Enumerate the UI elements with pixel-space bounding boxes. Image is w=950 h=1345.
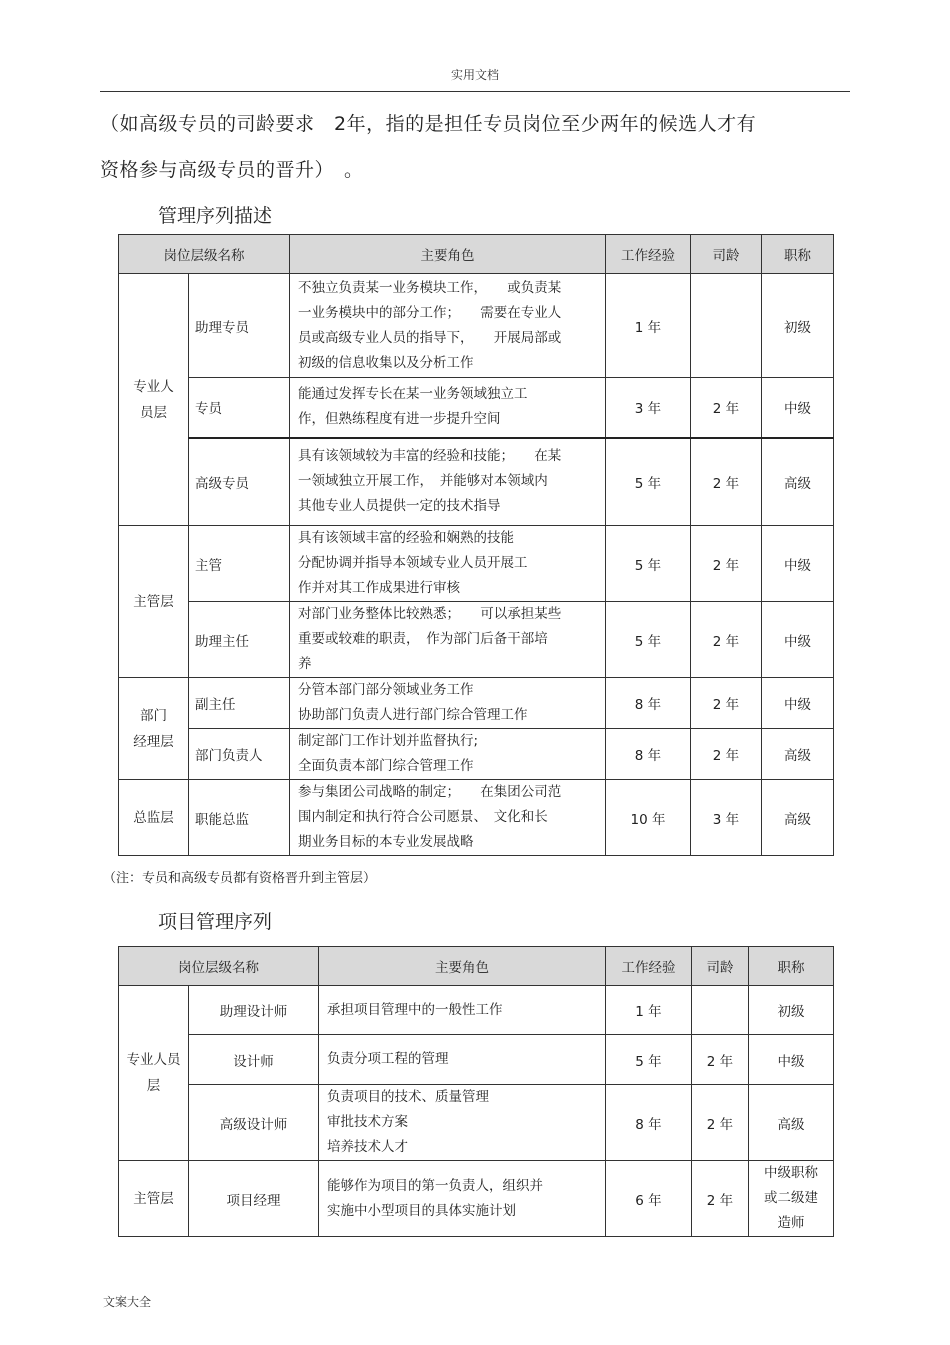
tenure-cell: 2 年 [691,526,762,602]
experience-cell: 5 年 [606,526,691,602]
title-cell [749,1085,834,1161]
role-line: 全面负责本部门综合管理工作 [298,758,474,774]
role-line: 能通过发挥专长在某一业务领域独立工 [298,386,528,403]
experience-cell: 8 年 [606,729,691,780]
role-cell [290,678,606,729]
group-name-line: 层 [146,1078,161,1094]
group-cell [119,274,189,526]
role-line: 围内制定和执行符合公司愿景、 文化和长 [298,809,548,825]
role-line: 养 [298,656,312,672]
page-header: 实用文档 [450,68,499,82]
role-cell [319,986,606,1035]
group-name-line: 主管层 [133,593,174,610]
group-cell [119,780,189,856]
table-row [119,1085,834,1161]
position-cell: 专员 [189,378,290,438]
tenure-cell: 2 年 [691,729,762,780]
title-cell: 中级 [762,678,834,729]
table-row [119,602,834,678]
experience-cell: 1 年 [606,986,692,1035]
title-cell: 中级 [762,378,834,438]
experience-cell: 6 年 [606,1161,692,1237]
position-cell: 设计师 [189,1035,319,1085]
role-cell [290,274,606,378]
role-line: 初级的信息收集以及分析工作 [298,354,474,371]
header-experience: 工作经验 [606,235,691,274]
tenure-cell [691,274,762,378]
group-cell [119,986,189,1161]
management-sequence-table [118,234,834,856]
title-line: 中级 [777,1053,805,1070]
group-name-line: 主管层 [133,1190,174,1207]
tenure-cell: 2 年 [691,678,762,729]
experience-cell: 1 年 [606,274,691,378]
group-cell [119,678,189,780]
role-cell [319,1085,606,1161]
intro-line-1: （如高级专员的司龄要求 2年，指的是担任专员岗位至少两年的候选人才有 [100,113,757,135]
table-row [119,729,834,780]
title-cell: 高级 [762,438,834,526]
experience-cell: 10 年 [606,780,691,856]
header-title: 职称 [749,947,834,986]
role-line: 培养技术人才 [327,1139,408,1155]
table-row [119,526,834,602]
role-line: 作并对其工作成果进行审核 [298,580,460,596]
position-cell: 助理设计师 [189,986,319,1035]
role-line: 其他专业人员提供一定的技术指导 [298,498,501,515]
role-line: 具有该领域较为丰富的经验和技能； 在某 [298,448,562,465]
tenure-cell: 2 年 [691,378,762,438]
position-cell: 职能总监 [189,780,290,856]
header-tenure: 司龄 [691,235,762,274]
role-line: 员或高级专业人员的指导下， 开展局部或 [298,329,562,346]
table-header-row [119,947,834,986]
role-line: 不独立负责某一业务模块工作， 或负责某 [298,279,562,296]
tenure-cell: 2 年 [691,438,762,526]
tenure-cell: 3 年 [691,780,762,856]
role-line: 作，但熟练程度有进一步提升空间 [298,411,501,428]
group-cell [119,1161,189,1237]
group-name-line: 专业人 [133,378,174,395]
intro-line-2: 资格参与高级专员的晋升） 。 [100,159,364,181]
header-experience: 工作经验 [606,947,692,986]
role-line: 具有该领域丰富的经验和娴熟的技能 [298,530,514,546]
role-line: 重要或较难的职责， 作为部门后备干部培 [298,631,548,647]
title-cell [749,986,834,1035]
title-line: 初级 [777,1004,805,1020]
title-line: 造师 [777,1215,805,1231]
tenure-cell: 2 年 [691,602,762,678]
header-title: 职称 [762,235,834,274]
role-cell [290,438,606,526]
role-line: 协助部门负责人进行部门综合管理工作 [298,707,528,723]
position-cell: 副主任 [189,678,290,729]
role-cell [290,602,606,678]
role-line: 负责项目的技术、质量管理 [327,1089,489,1105]
project-management-sequence-table [118,946,834,1237]
table-row [119,1161,834,1237]
group-name-line: 专业人员 [126,1052,181,1068]
role-line: 对部门业务整体比较熟悉； 可以承担某些 [298,606,562,622]
title-line: 高级 [777,1116,805,1133]
table-header-row [119,235,834,274]
table-row [119,274,834,378]
table2-title: 项目管理序列 [158,911,273,933]
experience-cell: 5 年 [606,1035,692,1085]
role-line: 一领域独立开展工作， 并能够对本领域内 [298,473,548,490]
experience-cell: 5 年 [606,602,691,678]
role-line: 参与集团公司战略的制定； 在集团公司范 [298,784,562,800]
experience-cell: 3 年 [606,378,691,438]
role-line: 分配协调并指导本领域专业人员开展工 [298,555,528,571]
role-cell [319,1035,606,1085]
title-line: 或二级建 [764,1190,818,1206]
tenure-cell: 2 年 [692,1161,749,1237]
role-cell [319,1161,606,1237]
table-row [119,438,834,526]
role-line: 能够作为项目的第一负责人，组织并 [327,1177,543,1194]
header-role: 主要角色 [290,235,606,274]
position-cell: 助理专员 [189,274,290,378]
header-tenure: 司龄 [692,947,749,986]
position-cell: 高级设计师 [189,1085,319,1161]
position-cell: 主管 [189,526,290,602]
header-divider [100,91,850,92]
group-cell [119,526,189,678]
page-footer: 文案大全 [103,1295,152,1309]
role-cell [290,780,606,856]
tenure-cell [692,986,749,1035]
title-cell: 高级 [762,729,834,780]
role-cell [290,526,606,602]
title-cell [749,1035,834,1085]
title-cell: 中级 [762,602,834,678]
title-line: 中级职称 [764,1165,818,1181]
group-name-line: 员层 [140,404,167,421]
role-cell [290,729,606,780]
tenure-cell: 2 年 [692,1035,749,1085]
experience-cell: 8 年 [606,1085,692,1161]
group-name-line: 经理层 [133,733,174,750]
header-level: 岗位层级名称 [119,947,319,986]
experience-cell: 5 年 [606,438,691,526]
role-line: 负责分项工程的管理 [327,1051,449,1067]
group-name-line: 总监层 [133,809,174,826]
table-row [119,678,834,729]
role-cell [290,378,606,438]
header-role: 主要角色 [319,947,606,986]
table1-note: （注：专员和高级专员都有资格晋升到主管层） [103,871,377,886]
title-cell: 高级 [762,780,834,856]
role-line: 分管本部门部分领域业务工作 [298,682,474,698]
table-row [119,986,834,1035]
header-level: 岗位层级名称 [119,235,290,274]
position-cell: 高级专员 [189,438,290,526]
table-row [119,1035,834,1085]
position-cell: 助理主任 [189,602,290,678]
table-row [119,378,834,438]
role-line: 制定部门工作计划并监督执行; [298,733,479,749]
role-line: 期业务目标的本专业发展战略 [298,834,474,850]
position-cell: 项目经理 [189,1161,319,1237]
table1-title: 管理序列描述 [158,205,273,227]
role-line: 实施中小型项目的具体实施计划 [327,1202,516,1219]
role-line: 一业务模块中的部分工作； 需要在专业人 [298,304,562,321]
tenure-cell: 2 年 [692,1085,749,1161]
title-cell: 中级 [762,526,834,602]
role-line: 审批技术方案 [327,1114,408,1130]
group-name-line: 部门 [140,707,167,724]
title-cell: 初级 [762,274,834,378]
role-line: 承担项目管理中的一般性工作 [327,1001,503,1018]
position-cell: 部门负责人 [189,729,290,780]
title-cell [749,1161,834,1237]
experience-cell: 8 年 [606,678,691,729]
table-row [119,780,834,856]
